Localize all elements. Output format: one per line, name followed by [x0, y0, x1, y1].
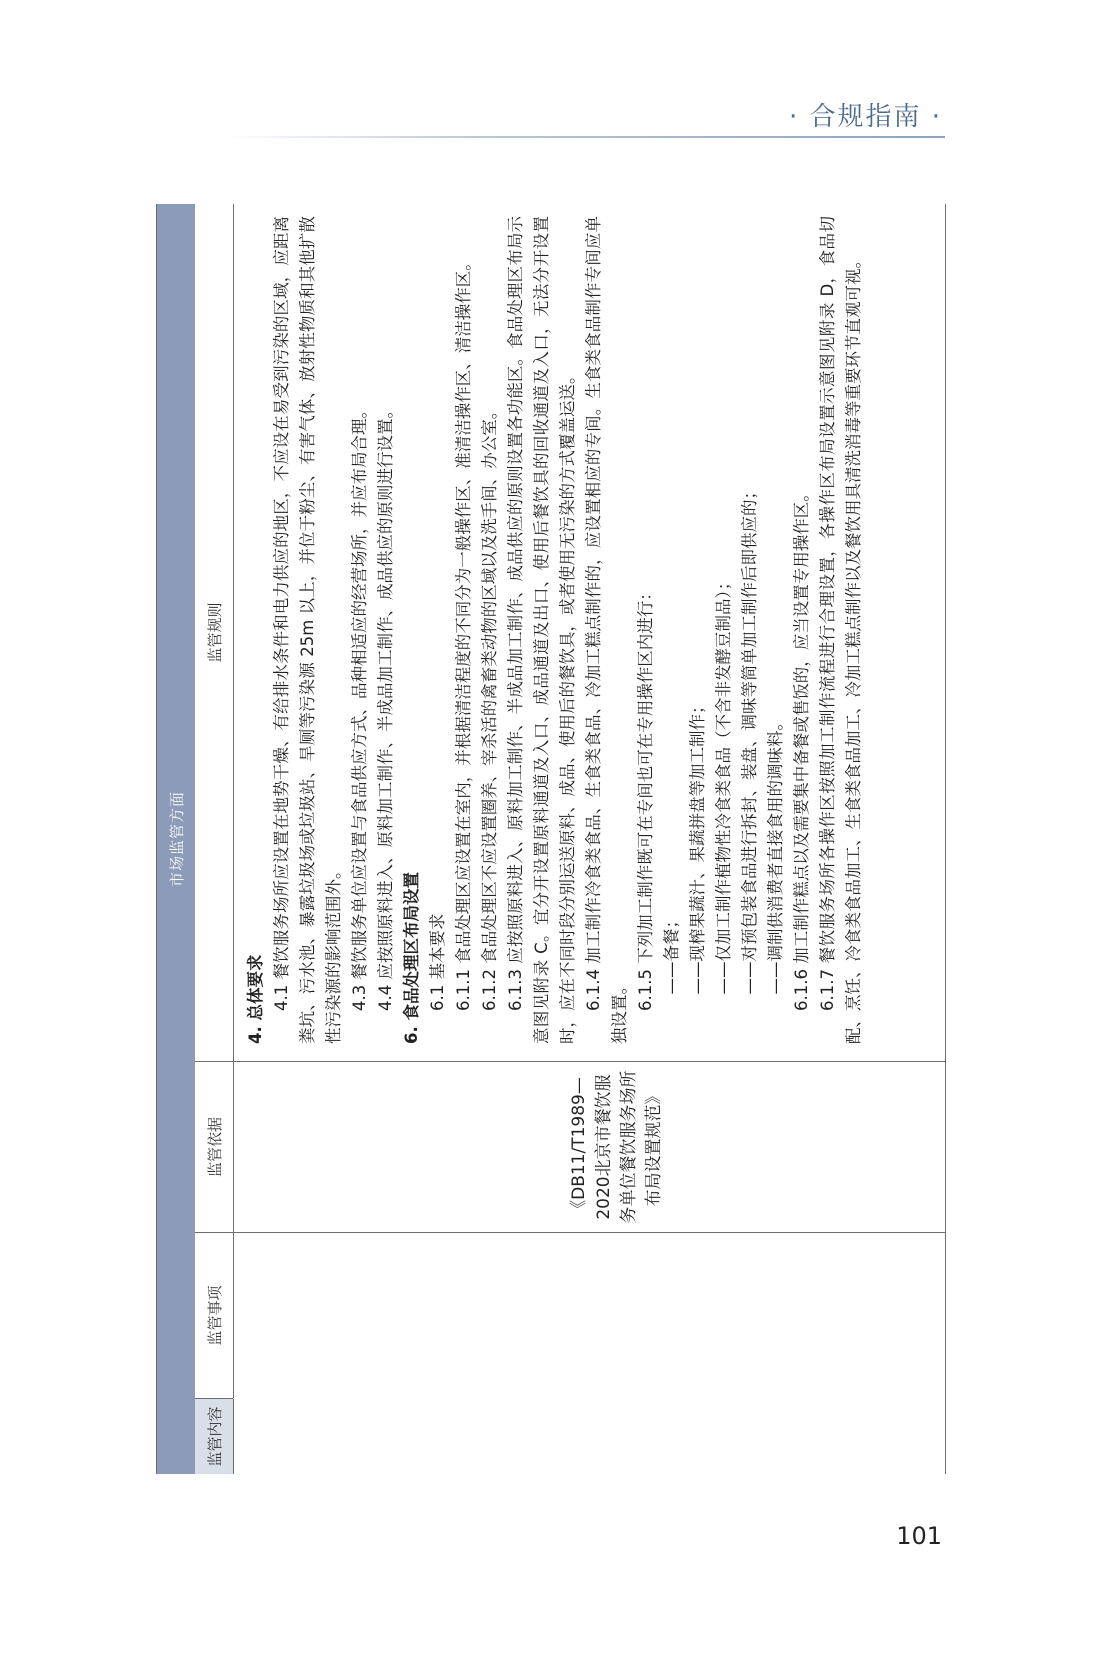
rule-paragraph: 6.1.2 食品处理区不应设置圈养、宰杀活的禽畜类动物的区域以及洗手间、办公室。 — [480, 402, 499, 1011]
rule-paragraph: 6.1.5 下列加工制作既可在专间也可在专用操作区内进行： — [636, 584, 655, 1011]
rule-paragraph: 6.1 基本要求 — [428, 913, 447, 1011]
rule-paragraph: ——备餐； — [662, 912, 681, 995]
rule-paragraph: 4.1 餐饮服务场所应设置在地势干燥、有给排水条件和电力供应的地区，不应设在易受到污染的区域，应距离粪坑、污水池、暴露垃圾场或垃圾站、旱厕等污染源 25m 以上，并位于粉尘、有害气体、放射性物质和其他扩散性污染源的影响范围外。 — [272, 216, 343, 1044]
rule-paragraph: 6.1.7 餐饮服务场所各操作区按照加工制作流程进行合理设置，各操作区布局设置示意图见附录 D，食品切配、烹饪、冷食类食品加工、生食类食品加工、冷加工糕点制作以及餐饮用具清洗消毒等重要环节直观可视。 — [818, 216, 863, 1044]
table-band-title: 市场监管方面 — [157, 204, 195, 1474]
column-divider — [195, 1232, 946, 1233]
rule-paragraph: 4.3 餐饮服务单位应设置与食品供应方式、品种相适应的经营场所，并应布局合理。 — [350, 402, 369, 1011]
header-title: · 合规指南 · — [788, 102, 942, 132]
rule-paragraph: 6.1.6 加工制作糕点以及需要集中备餐或售饭的，应当设置专用操作区。 — [792, 485, 811, 1011]
basis-cell: 《DB11/T1989—2020北京市餐饮服务单位餐饮服务场所布局设置规范》 — [569, 1070, 664, 1224]
column-header-basis: 监管依据 — [195, 1062, 234, 1232]
rule-paragraph: ——调制供消费者直接食用的调味料。 — [766, 714, 785, 995]
header-divider — [225, 136, 945, 138]
column-header-rules: 监管规则 — [195, 204, 234, 1061]
column-divider — [195, 1398, 233, 1399]
rule-paragraph: ——现榨果蔬汁、果蔬拼盘等加工制作； — [688, 697, 707, 995]
rule-paragraph: 4.4 应按照原料进入、原料加工制作、半成品加工制作、成品供应的原则进行设置。 — [376, 402, 395, 1011]
rule-heading: 6. 食品处理区布局设置 — [402, 872, 421, 1044]
page-number: 101 — [896, 1522, 942, 1550]
rule-paragraph: 6.1.3 应按照原料进入、原料加工制作、半成品加工制作、成品供应的原则设置各功能区。食品处理区布局示意图见附录 C。宜分开设置原料通道及入口、成品通道及出口、使用后餐饮具的回收通道及入口，无法分开设置时，应在不同时段分别运送原料、成品、使用后的餐饮具，或者使用无污染的方式覆盖运送。 — [506, 216, 577, 1044]
rule-paragraph: 6.1.4 加工制作冷食类食品、生食类食品、冷加工糕点制作的，应设置相应的专间。生食类食品制作专间应单独设置。 — [584, 216, 629, 1044]
column-header-item: 监管事项 — [195, 1233, 234, 1398]
rule-paragraph: ——对预包装食品进行拆封、装盘、调味等简单加工制作后即供应的； — [740, 483, 759, 995]
regulation-table — [156, 204, 946, 1474]
column-header-content: 监管内容 — [195, 1399, 234, 1474]
rule-paragraph: 6.1.1 食品处理区应设置在室内，并根据清洁程度的不同分为一般操作区、准清洁操作区、清洁操作区。 — [454, 254, 473, 1011]
rule-paragraph: ——仅加工制作植物性冷食类食品（不含非发酵豆制品）； — [714, 573, 733, 995]
rule-heading: 4. 总体要求 — [246, 954, 265, 1044]
rules-cell — [233, 204, 947, 1062]
